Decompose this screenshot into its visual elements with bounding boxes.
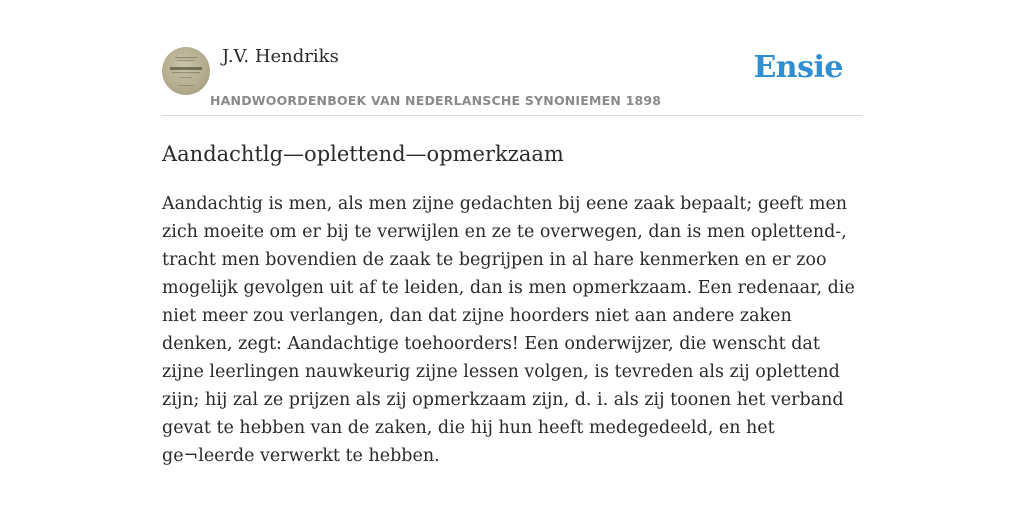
article-card	[162, 40, 862, 470]
book-cover-icon	[162, 47, 210, 95]
author-name[interactable]: J.V. Hendriks	[222, 46, 339, 67]
source-title[interactable]: HANDWOORDENBOEK VAN NEDERLANSCHE SYNONIEMEN 1898	[210, 93, 662, 108]
article-header	[162, 40, 862, 116]
article-title: Aandachtlg—oplettend—opmerkzaam	[162, 142, 564, 166]
ensie-logo[interactable]: Ensie	[753, 50, 843, 85]
article-body: Aandachtig is men, als men zijne gedachten bij eene zaak bepaalt; geeft men zich moeite om er bij te verwijlen en ze te overwegen, dan is men oplettend-, tracht men bovendien de zaak te begrijpen in al hare kenmerken en er zoo mogelijk gevolgen uit af te leiden, dan is men opmerkzaam. Een redenaar, die niet meer zou verlangen, dan dat zijne hoorders niet aan andere zaken denken, zegt: Aandachtige toehoorders! Een onderwijzer, die wenscht dat zijne leerlingen nauwkeurig zijne lessen volgen, is tevreden als zij oplettend zijn; hij zal ze prijzen als zij opmerkzaam zijn, d. i. als zij toonen het verband gevat te hebben van de zaken, die hij hun heeft medegedeeld, en het ge¬leerde verwerkt te hebben.	[162, 194, 855, 466]
book-cover-avatar[interactable]	[162, 47, 210, 95]
